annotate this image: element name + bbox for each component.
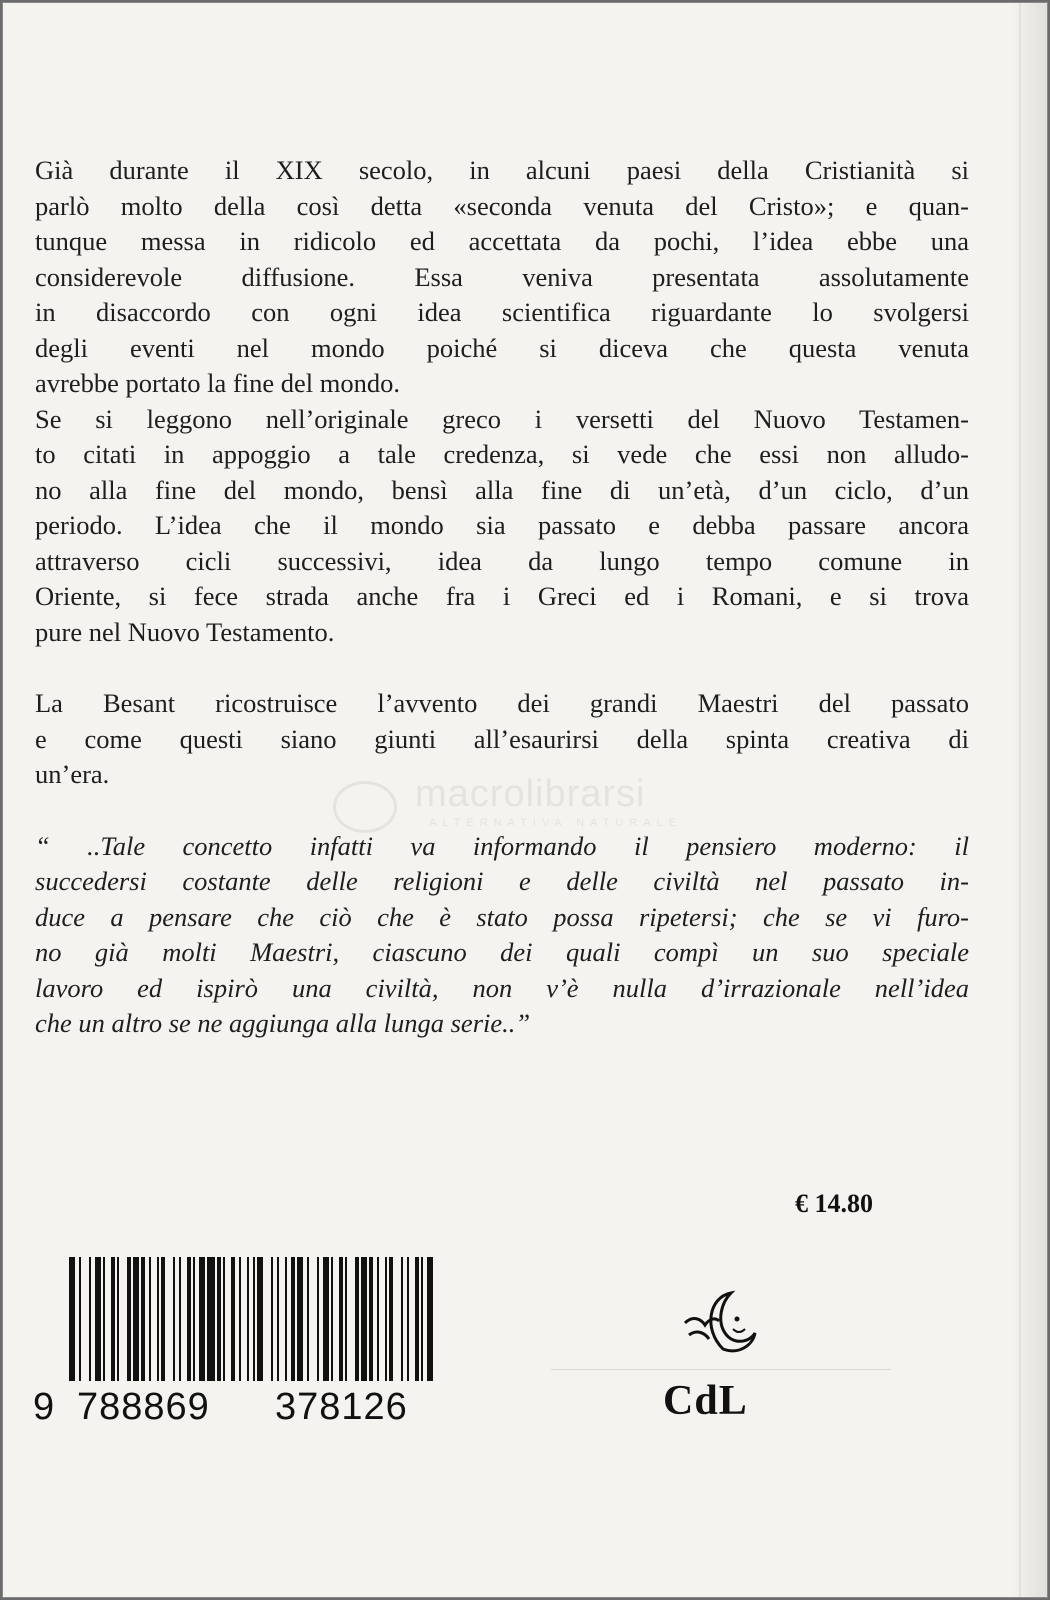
blurb-line: periodo. L’idea che il mondo sia passato e debba passare ancora [35,510,969,540]
blurb-line: duce a pensare che ciò che è stato possa ripetersi; che se vi furo- [35,901,969,932]
spine-shade [1011,3,1047,1597]
blurb-line: Già durante il XIX secolo, in alcuni paesi della Cristianità si [35,155,969,185]
blurb-line: parlò molto della così detta «seconda venuta del Cristo»; e quan- [35,190,969,221]
watermark-name: macrolibrarsi [415,773,646,815]
barcode-right-group: 378126 [275,1386,408,1428]
blurb-line: e come questi siano giunti all’esaurirsi della spinta creativa di [35,723,969,754]
book-back-cover [2,2,1048,1598]
blurb-line: La Besant ricostruisce l’avvento dei grandi Maestri del passato [35,688,969,718]
publisher-name: CdL [663,1378,748,1424]
blurb-line: un’era. [35,759,110,789]
blurb-line: lavoro ed ispirò una civiltà, non v’è nulla d’irrazionale nell’idea [35,972,969,1003]
blurb-line: no alla fine del mondo, bensì alla fine di un’età, d’un ciclo, d’un [35,474,969,505]
blurb-paragraph [35,829,969,1042]
blurb-line: “ ..Tale concetto infatti va informando il pensiero moderno: il [35,830,969,861]
blurb-line: in disaccordo con ogni idea scientifica riguardante lo svolgersi [35,297,969,327]
blurb-paragraph [35,153,969,402]
blurb-line: che un altro se ne aggiunga alla lunga serie..” [35,1008,531,1038]
logo-rule [551,1369,891,1370]
moon-face-icon [679,1289,759,1359]
watermark [333,773,733,837]
blurb-line: tunque messa in ridicolo ed accettata da pochi, l’idea ebbe una [35,226,969,256]
blurb-line: considerevole diffusione. Essa veniva presentata assolutamente [35,261,969,292]
blurb-line: to citati in appoggio a tale credenza, si vede che essi non alludo- [35,439,969,469]
watermark-logo-icon [333,781,397,833]
barcode-left-group: 788869 [77,1386,210,1428]
blurb-line: succedersi costante delle religioni e delle civiltà nel passato in- [35,866,969,896]
blurb-line: no già molti Maestri, ciascuno dei quali compì un suo speciale [35,937,969,967]
blurb-line: attraverso cicli successivi, idea da lungo tempo comune in [35,545,969,576]
price-label: € 14.80 [795,1189,873,1218]
blurb-text [35,153,969,1042]
watermark-tagline: ALTERNATIVA NATURALE [429,817,683,829]
blurb-line: degli eventi nel mondo poiché si diceva che questa venuta [35,332,969,363]
blurb-line: avrebbe portato la fine del mondo. [35,368,400,398]
barcode-digits [33,1381,437,1433]
blurb-line: pure nel Nuovo Testamento. [35,616,335,647]
blurb-line: Oriente, si fece strada anche fra i Greci ed i Romani, e si trova [35,581,969,611]
blurb-line: Se si leggono nell’originale greco i versetti del Nuovo Testamen- [35,403,969,434]
spine-fold-line [1019,3,1021,1597]
barcode-first-digit: 9 [33,1386,55,1428]
blurb-paragraph [35,402,969,651]
